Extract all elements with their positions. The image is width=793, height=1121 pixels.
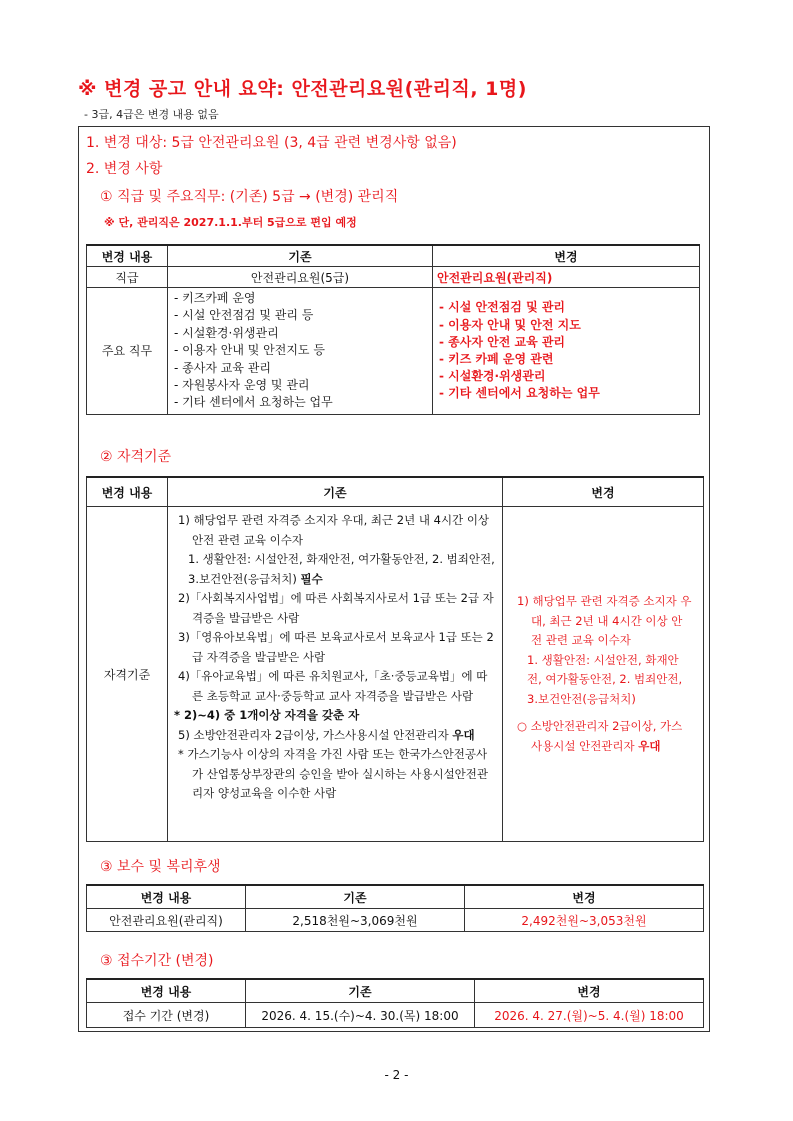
qual-before-3: 3)「영유아보육법」에 따른 보육교사로서 보육교사 1급 또는 2급 자격증을 발급받은 사람 bbox=[178, 630, 494, 664]
rank-note: ※ 단, 관리직은 2027.1.1.부터 5급으로 편입 예정 bbox=[104, 216, 357, 229]
col-header-after: 변경 bbox=[475, 979, 704, 1003]
section-change-items: 2. 변경 사항 bbox=[86, 161, 163, 177]
rank-before: 안전관리요원(5급) bbox=[168, 267, 433, 288]
salary-label: 안전관리요원(관리직) bbox=[87, 909, 246, 932]
qual-before-5 bbox=[174, 726, 496, 746]
col-header-before: 기존 bbox=[168, 245, 433, 267]
col-header-change: 변경 내용 bbox=[87, 245, 168, 267]
duty-before-item: - 시설환경·위생관리 bbox=[174, 325, 279, 340]
col-header-after: 변경 bbox=[503, 477, 704, 507]
qual-preferred: 우대 bbox=[452, 727, 475, 742]
qual-before-1: 1) 해당업무 관련 자격증 소지자 우대, 최근 2년 내 4시간 이상 안전 관련 교육 이수자 bbox=[178, 513, 490, 547]
salary-after: 2,492천원~3,053천원 bbox=[465, 909, 704, 932]
row-label-duties: 주요 직무 bbox=[87, 288, 168, 415]
col-header-after: 변경 bbox=[465, 885, 704, 909]
qual-before-1a-text: 1. 생활안전: 시설안전, 화재안전, 여가활동안전, 2. 범죄안전, 3.보건안전(응급처치) bbox=[188, 552, 495, 586]
item-salary: ③ 보수 및 복리후생 bbox=[100, 859, 221, 875]
qual-after-2-text: ○ 소방안전관리자 2급이상, 가스사용시설 안전관리자 bbox=[517, 719, 683, 753]
duties-before-cell bbox=[168, 288, 433, 415]
qual-before-2: 2)「사회복지사업법」에 따른 사회복지사로서 1급 또는 2급 자격증을 발급받은 사람 bbox=[178, 591, 494, 625]
duty-after-item: - 키즈 카페 운영 관련 bbox=[439, 351, 554, 366]
item-qualifications: ② 자격기준 bbox=[100, 449, 172, 465]
qualifications-table bbox=[86, 476, 704, 842]
col-header-before: 기존 bbox=[246, 885, 465, 909]
item-application-period: ③ 접수기간 (변경) bbox=[100, 953, 214, 969]
duty-before-item: - 종사자 교육 관리 bbox=[174, 360, 271, 375]
duty-before-item: - 키즈카페 운영 bbox=[174, 291, 256, 305]
qual-before-5-text: 5) 소방안전관리자 2급이상, 가스사용시설 안전관리자 bbox=[178, 727, 449, 742]
qual-after-1a: 1. 생활안전: 시설안전, 화재안전, 여가활동안전, 2. 범죄안전, 3.보건안전(응급처치) bbox=[527, 652, 683, 706]
col-header-change: 변경 내용 bbox=[87, 477, 168, 507]
application-period-table bbox=[86, 978, 704, 1028]
qual-required: 필수 bbox=[300, 571, 323, 586]
page-title: ※ 변경 공고 안내 요약: 안전관리요원(관리직, 1명) bbox=[78, 78, 527, 100]
row-label-qualifications: 자격기준 bbox=[87, 507, 168, 842]
rank-duties-table bbox=[86, 244, 700, 415]
duty-before-item: - 기타 센터에서 요청하는 업무 bbox=[174, 395, 333, 410]
qualifications-after-cell bbox=[503, 507, 704, 842]
qual-before-6: * 가스기능사 이상의 자격을 가진 사람 또는 한국가스안전공사가 산업통상부장관의 승인을 받아 실시하는 사용시설안전관리자 양성교육을 이수한 사람 bbox=[178, 747, 488, 800]
duty-after-item: - 시설 안전점검 및 관리 bbox=[439, 300, 566, 315]
duty-before-item: - 자원봉사자 운영 및 관리 bbox=[174, 378, 310, 393]
col-header-after: 변경 bbox=[433, 245, 700, 267]
row-label-rank: 직급 bbox=[87, 267, 168, 288]
salary-before: 2,518천원~3,069천원 bbox=[246, 909, 465, 932]
col-header-before: 기존 bbox=[246, 979, 475, 1003]
qualifications-before-cell bbox=[168, 507, 503, 842]
duty-after-item: - 기타 센터에서 요청하는 업무 bbox=[439, 386, 600, 401]
duty-before-item: - 시설 안전점검 및 관리 등 bbox=[174, 308, 314, 323]
col-header-before: 기존 bbox=[168, 477, 503, 507]
rank-after: 안전관리요원(관리직) bbox=[433, 267, 700, 288]
period-after: 2026. 4. 27.(월)~5. 4.(월) 18:00 bbox=[475, 1003, 704, 1028]
duty-after-item: - 종사자 안전 교육 관리 bbox=[439, 334, 566, 349]
duties-after-cell bbox=[433, 288, 700, 415]
duty-before-item: - 이용자 안내 및 안전지도 등 bbox=[174, 343, 325, 358]
col-header-change: 변경 내용 bbox=[87, 979, 246, 1003]
qual-after-2 bbox=[513, 717, 693, 756]
period-label: 접수 기간 (변경) bbox=[87, 1003, 246, 1028]
qual-after-preferred: 우대 bbox=[638, 738, 661, 753]
duty-after-item: - 이용자 안내 및 안전 지도 bbox=[439, 317, 581, 332]
duty-after-item: - 시설환경·위생관리 bbox=[439, 369, 546, 384]
sub-note: - 3급, 4급은 변경 내용 없음 bbox=[84, 108, 219, 121]
item-rank-duties: ① 직급 및 주요직무: (기존) 5급 → (변경) 관리직 bbox=[100, 189, 399, 205]
qual-after-1: 1) 해당업무 관련 자격증 소지자 우대, 최근 2년 내 4시간 이상 안전 관련 교육 이수자 bbox=[517, 594, 692, 647]
page-number: - 2 - bbox=[384, 1068, 409, 1082]
period-before: 2026. 4. 15.(수)~4. 30.(목) 18:00 bbox=[246, 1003, 475, 1028]
salary-table bbox=[86, 884, 704, 932]
qual-before-1a bbox=[174, 550, 496, 589]
qual-before-4: 4)「유아교육법」에 따른 유치원교사,「초·중등교육법」에 따른 초등학교 교사·중등학교 교사 자격증을 발급받은 사람 bbox=[178, 669, 488, 703]
col-header-change: 변경 내용 bbox=[87, 885, 246, 909]
section-change-target: 1. 변경 대상: 5급 안전관리요원 (3, 4급 관련 변경사항 없음) bbox=[86, 135, 457, 151]
qual-before-4-note: * 2)~4) 중 1개이상 자격을 갖춘 자 bbox=[174, 708, 360, 722]
